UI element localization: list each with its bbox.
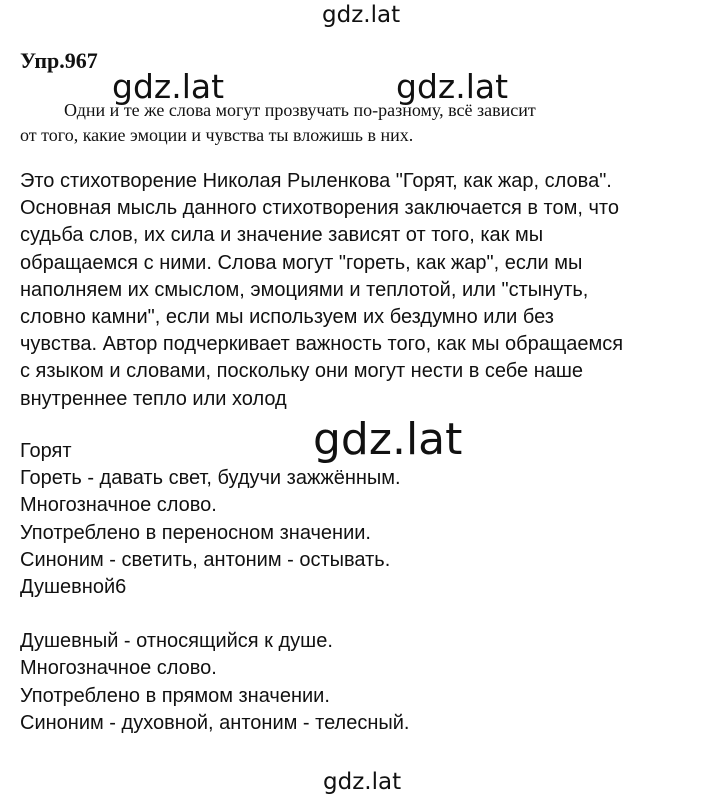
watermark-top: gdz.lat <box>322 2 401 28</box>
analysis-paragraph <box>20 168 700 413</box>
analysis-line: Основная мысль данного стихотворения заключается в том, что <box>20 197 619 220</box>
watermark-header-left: gdz.lat <box>112 67 225 106</box>
word-definition: Душевный - относящийся к душе. <box>20 630 333 653</box>
analysis-line: словно камни", если мы используем их бездумно или без <box>20 306 554 329</box>
exercise-title: Упр.967 <box>20 48 98 73</box>
word-meaning-type: Многозначное слово. <box>20 657 217 680</box>
word-meaning-type: Многозначное слово. <box>20 494 217 517</box>
watermark-middle: gdz.lat <box>313 414 463 465</box>
analysis-line: обращаемся с ними. Слова могут "гореть, как жар", если мы <box>20 251 583 274</box>
word-heading: Душевной6 <box>20 576 127 599</box>
analysis-line: внутреннее тепло или холод <box>20 387 287 410</box>
word-usage: Употреблено в переносном значении. <box>20 521 371 544</box>
analysis-line: чувства. Автор подчеркивает важность того, как мы обращаемся <box>20 333 624 356</box>
paragraph-gap <box>20 601 700 628</box>
word-analysis <box>20 438 700 737</box>
analysis-line: судьба слов, их сила и значение зависят от того, как мы <box>20 224 544 247</box>
intro-paragraph <box>20 98 680 148</box>
word-usage: Употреблено в прямом значении. <box>20 684 330 707</box>
word-definition: Гореть - давать свет, будучи зажжённым. <box>20 467 401 490</box>
word-synonym-antonym: Синоним - духовной, антоним - телесный. <box>20 711 410 734</box>
watermark-header-right: gdz.lat <box>396 67 509 106</box>
intro-line: от того, какие эмоции и чувства ты вложишь в них. <box>20 125 414 145</box>
word-synonym-antonym: Синоним - светить, антоним - остывать. <box>20 548 391 571</box>
analysis-line: Это стихотворение Николая Рыленкова "Горят, как жар, слова". <box>20 170 612 192</box>
intro-line: Одни и те же слова могут прозвучать по-разному, всё зависит <box>64 100 536 120</box>
analysis-line: наполняем их смыслом, эмоциями и теплотой, или "стынуть, <box>20 278 589 301</box>
word-heading: Горят <box>20 440 72 462</box>
watermark-bottom: gdz.lat <box>323 769 402 795</box>
analysis-line: с языком и словами, поскольку они могут нести в себе наше <box>20 360 584 383</box>
